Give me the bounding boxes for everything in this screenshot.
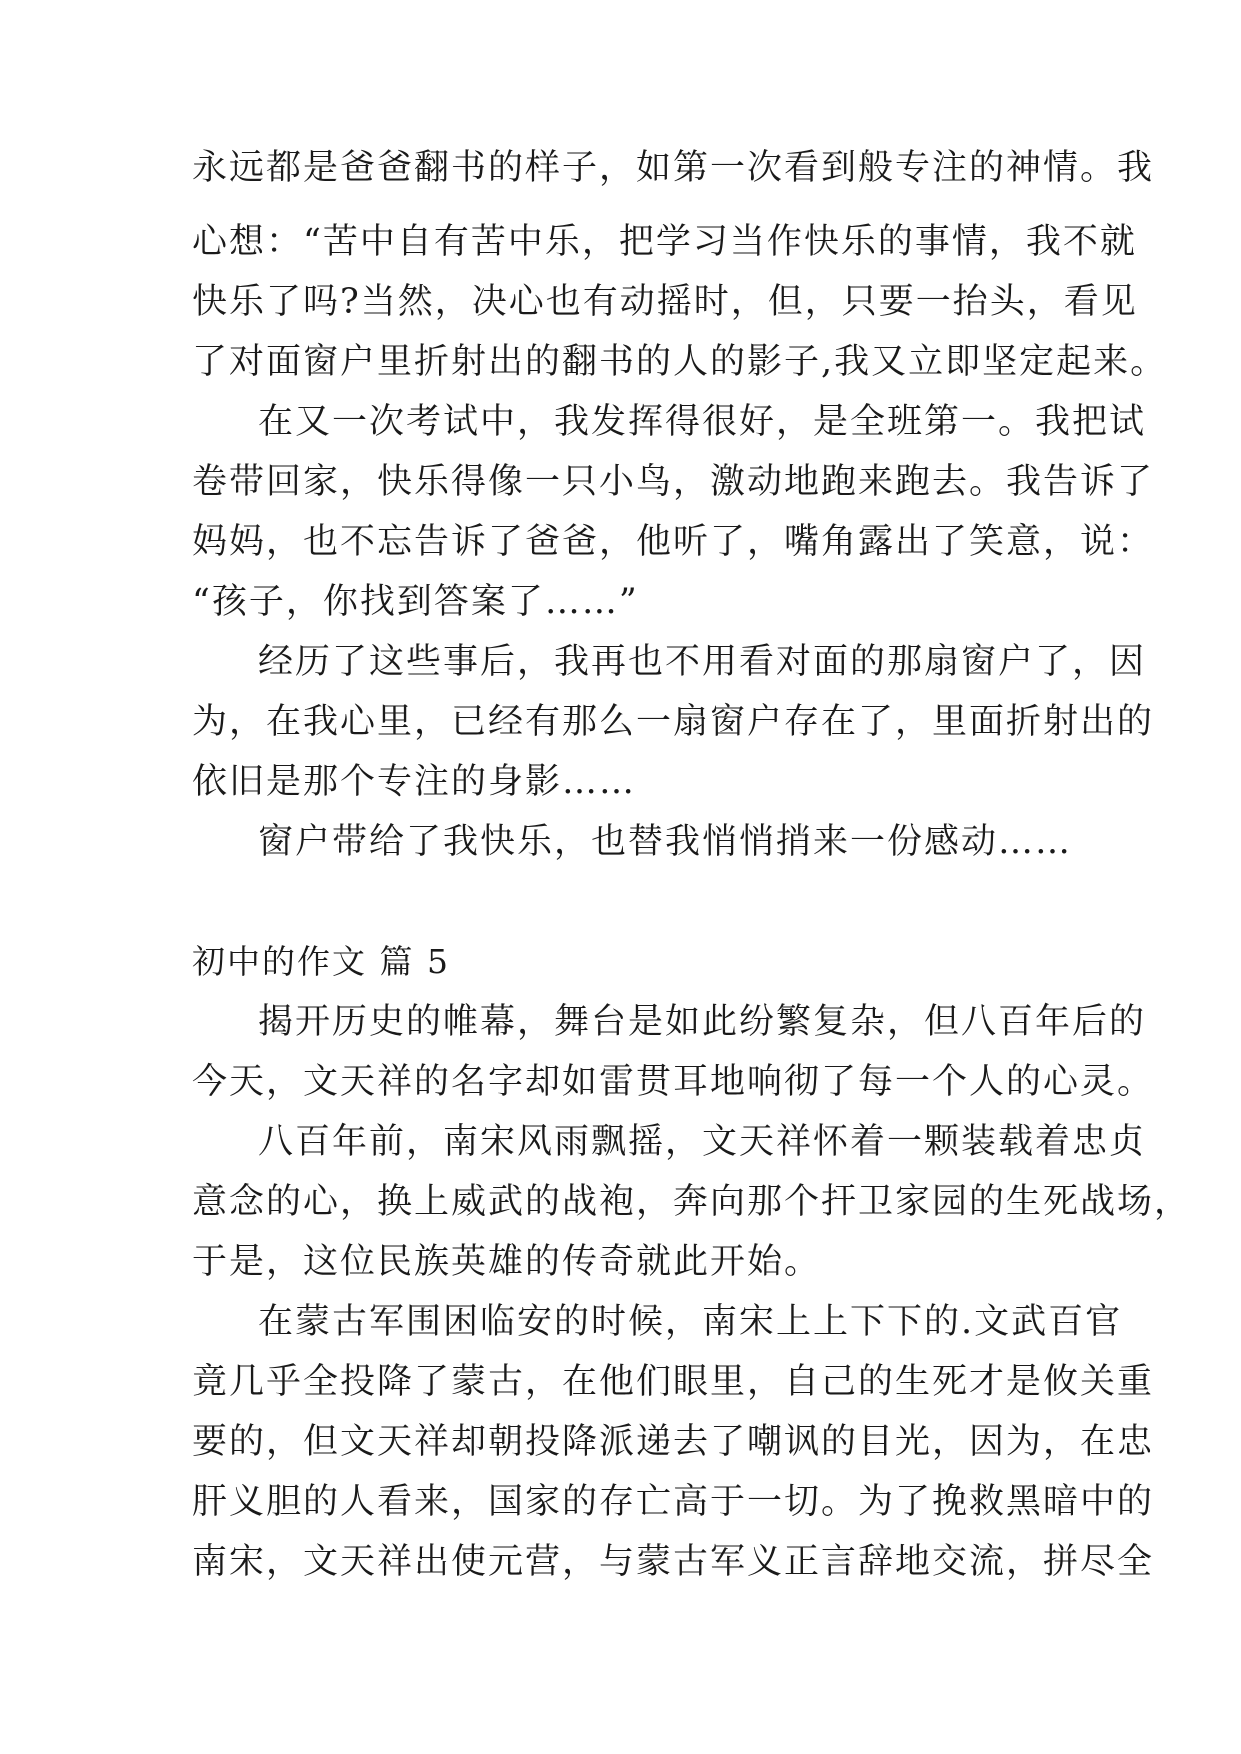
text-line: 八百年前，南宋风雨飘摇，文天祥怀着一颗装载着忠贞 — [258, 1122, 1147, 1162]
text-line: 为，在我心里，已经有那么一扇窗户存在了，里面折射出的 — [192, 702, 1155, 742]
text-line: 要的，但文天祥却朝投降派递去了嘲讽的目光，因为，在忠 — [192, 1422, 1155, 1462]
text-line: 心想：“苦中自有苦中乐，把学习当作快乐的事情，我不就 — [192, 222, 1137, 262]
text-line: 在又一次考试中，我发挥得很好，是全班第一。我把试 — [258, 402, 1147, 442]
text-line: 妈妈，也不忘告诉了爸爸，他听了，嘴角露出了笑意，说： — [192, 522, 1155, 562]
text-line: 了对面窗户里折射出的翻书的人的影子,我又立即坚定起来。 — [192, 342, 1168, 382]
text-line: 窗户带给了我快乐，也替我悄悄捎来一份感动…… — [258, 822, 1073, 862]
text-line: 快乐了吗?当然，决心也有动摇时，但，只要一抬头，看见 — [192, 282, 1138, 322]
text-line: 南宋，文天祥出使元营，与蒙古军义正言辞地交流，拼尽全 — [192, 1542, 1155, 1582]
text-line: “孩子，你找到答案了……” — [192, 582, 639, 622]
text-line: 揭开历史的帷幕，舞台是如此纷繁复杂，但八百年后的 — [258, 1002, 1147, 1042]
text-line: 竟几乎全投降了蒙古，在他们眼里，自己的生死才是攸关重 — [192, 1362, 1155, 1402]
text-line: 于是，这位民族英雄的传奇就此开始。 — [192, 1242, 822, 1282]
text-line: 肝义胆的人看来，国家的存亡高于一切。为了挽救黑暗中的 — [192, 1482, 1155, 1522]
text-line: 今天，文天祥的名字却如雷贯耳地响彻了每一个人的心灵。 — [192, 1062, 1155, 1102]
text-line: 经历了这些事后，我再也不用看对面的那扇窗户了，因 — [258, 642, 1147, 682]
text-line: 卷带回家，快乐得像一只小鸟，激动地跑来跑去。我告诉了 — [192, 462, 1155, 502]
text-line: 依旧是那个专注的身影…… — [192, 762, 637, 802]
text-line: 在蒙古军围困临安的时候，南宋上上下下的.文武百官 — [258, 1302, 1123, 1342]
section-heading: 初中的作文 篇 5 — [192, 942, 450, 981]
text-line: 永远都是爸爸翻书的样子，如第一次看到般专注的神情。我 — [192, 148, 1155, 188]
text-line: 意念的心，换上威武的战袍，奔向那个扞卫家园的生死战场， — [192, 1182, 1192, 1222]
